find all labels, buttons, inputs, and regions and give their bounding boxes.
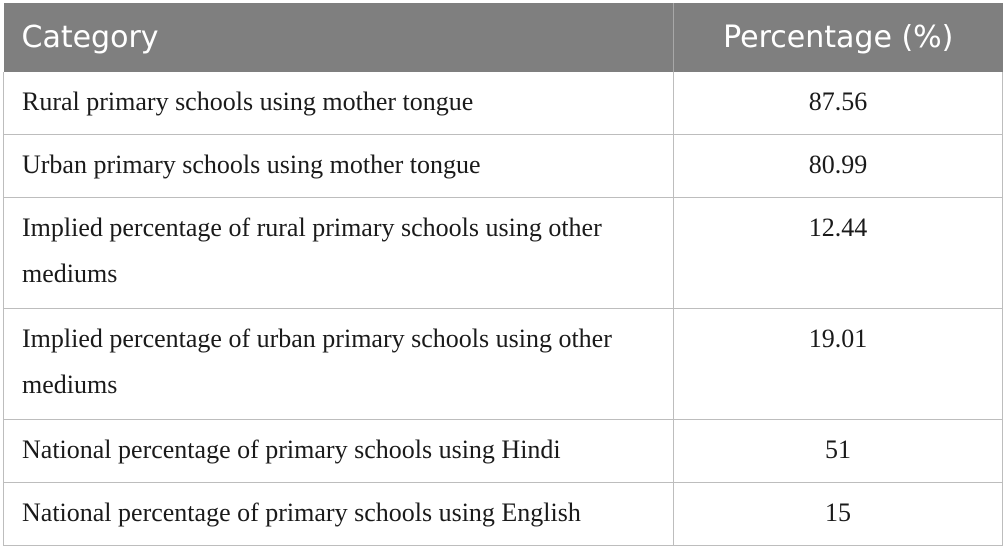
row-percentage: 87.56: [674, 72, 1003, 135]
row-category: Rural primary schools using mother tongue: [4, 72, 674, 135]
row-percentage: 80.99: [674, 135, 1003, 198]
row-category: National percentage of primary schools using English: [4, 483, 674, 546]
row-percentage: 12.44: [674, 198, 1003, 309]
row-percentage: 19.01: [674, 309, 1003, 420]
row-category: Urban primary schools using mother tongue: [4, 135, 674, 198]
header-row: [4, 3, 1003, 72]
row-category: National percentage of primary schools using Hindi: [4, 420, 674, 483]
row-category: Implied percentage of rural primary schools using other mediums: [4, 198, 674, 309]
table-row: [4, 198, 1003, 309]
row-category: Implied percentage of urban primary schools using other mediums: [4, 309, 674, 420]
table-row: [4, 483, 1003, 546]
row-percentage: 51: [674, 420, 1003, 483]
data-table-container: [3, 3, 1002, 546]
table-row: [4, 420, 1003, 483]
row-percentage: 15: [674, 483, 1003, 546]
header-category: Category: [4, 3, 674, 72]
header-percentage: Percentage (%): [674, 3, 1003, 72]
table-row: [4, 309, 1003, 420]
table-row: [4, 135, 1003, 198]
table-row: [4, 72, 1003, 135]
table-header: [4, 3, 1003, 72]
table-body: [4, 72, 1003, 546]
medium-of-instruction-table: [3, 3, 1003, 546]
